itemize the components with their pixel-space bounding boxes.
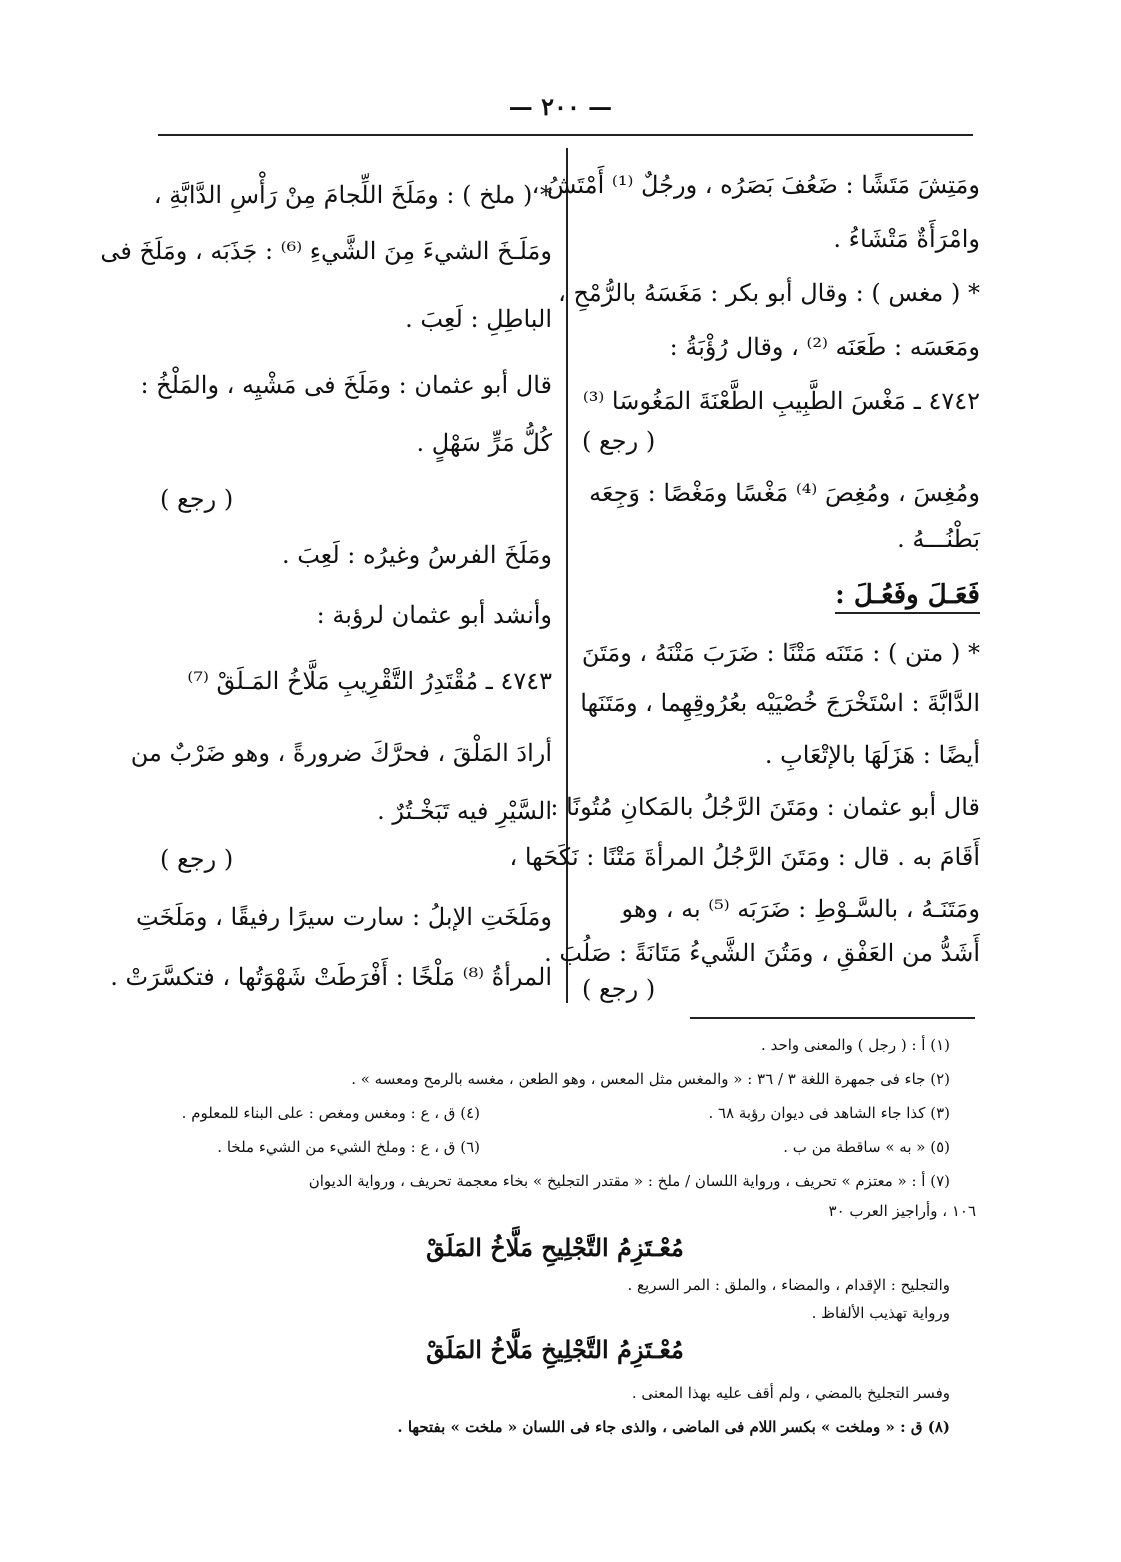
- text-line-r3: * ( مغس ) : وقال أبو بكر : مَغَسَهُ بالرُّمْحِ ،: [558, 279, 980, 307]
- text-line-r13: قال أبو عثمان : ومَتَنَ الرَّجُلُ بالمَكانِ مُتُونًا :: [550, 793, 980, 821]
- footnote-1: (١) أ : ( رجل ) والمعنى واحد .: [761, 1036, 950, 1054]
- text-line-l3: الباطِلِ : لَعِبَ .: [405, 305, 552, 333]
- text-line-l1: * ( ملخ ) : ومَلَخَ اللِّجامَ مِنْ رَأْسِ الدَّابَّةِ ،: [153, 181, 552, 209]
- text-line-r9: [582, 580, 980, 610]
- text-line-r5: ٤٧٤٢ ـ مَغْسَ الطَّبِيبِ الطَّعْنَةَ المَغُوسَا ⁽³⁾: [582, 387, 980, 415]
- text-line-r8: بَطْنُـــهُ .: [897, 525, 980, 553]
- text-line-r16: أَشَدُّ من العَفْقِ ، ومَتُنَ الشَّيءُ مَتَانَةً : صَلُبَ .: [544, 939, 980, 967]
- text-line-l9: ٤٧٤٣ ـ مُقْتَدِرُ التَّقْرِيبِ مَلَّاخُ المَـلَقْ ⁽⁷⁾: [187, 667, 552, 695]
- header-rule: [158, 134, 973, 136]
- footnote-3: (٣) كذا جاء الشاهد فى ديوان رؤبة ٦٨ .: [708, 1104, 950, 1122]
- text-line-l13: ومَلَخَتِ الإبلُ : سارت سيرًا رفيقًا ، ومَلَخَتِ: [136, 903, 552, 931]
- text-line-l6: ( رجع ): [160, 485, 234, 513]
- text-line-r4: ومَعَسَه : طَعَنَه ⁽²⁾ ، وقال رُؤْبَةُ :: [669, 333, 980, 361]
- footnote-verse-1: مُعْـتَزِمُ التَّجْلِيحِ مَلَّاخُ المَلَقْ: [426, 1233, 684, 1262]
- text-line-r6: ( رجع ): [582, 427, 656, 455]
- footnote-8: (٨) ق : « وملخت » بكسر اللام فى الماضى ، والذى جاء فى اللسان « ملخت » بفتحها .: [397, 1418, 950, 1436]
- text-line-l10: أرادَ المَلْقَ ، فحرَّكَ ضرورةً ، وهو ضَرْبٌ من: [130, 739, 552, 767]
- text-line-l12: ( رجع ): [160, 845, 234, 873]
- footnote-verse-2: مُعْـتَزِمُ التَّجْلِيخِ مَلَّاخُ المَلَقْ: [426, 1335, 684, 1364]
- text-line-l4: قال أبو عثمان : ومَلَخَ فى مَشْيِه ، والمَلْخُ :: [140, 371, 552, 399]
- section-heading: فَعَـلَ وفَعُـلَ :: [835, 580, 980, 614]
- footnote-7-gloss: والتجليح : الإقدام ، والمضاء ، والملق : المر السريع .: [627, 1276, 950, 1294]
- text-line-l2: ومَلَـخَ الشيءَ مِنَ الشَّيءِ ⁽⁶⁾ : جَذَبَه ، ومَلَخَ فى: [100, 237, 552, 265]
- footnote-5: (٥) « به » ساقطة من ب .: [783, 1138, 950, 1156]
- footnotes-rule: [690, 1017, 975, 1019]
- footnote-7-explanation: وفسر التجليخ بالمضي ، ولم أقف عليه بهذا المعنى .: [631, 1384, 950, 1402]
- page-number: — ٢٠٠ —: [508, 92, 613, 121]
- text-line-l14: المرأةُ ⁽⁸⁾ مَلْخًا : أَفْرَطَتْ شَهْوَتُها ، فتكسَّرَتْ .: [110, 963, 552, 991]
- text-line-r2: وامْرَأَةٌ مَتْشَاءُ .: [833, 225, 980, 253]
- text-line-r1: ومَتِشَ مَتَشًا : ضَعُفَ بَصَرُه ، ورجُلٌ ⁽¹⁾ أَمْتَشُ ،: [531, 171, 980, 199]
- footnote-6: (٦) ق ، ع : وملخ الشيء من الشيء ملخا .: [217, 1138, 480, 1156]
- text-line-l5: كُلُّ مَرٍّ سَهْلٍ .: [416, 429, 552, 457]
- text-line-r15: ومَتَنَـهُ ، بالسَّـوْطِ : ضَرَبَه ⁽⁵⁾ به ، وهو: [621, 895, 980, 923]
- footnote-4: (٤) ق ، ع : ومغس ومغص : على البناء للمعلوم .: [181, 1104, 480, 1122]
- footnote-7-cont: ١٠٦ ، وأراجيز العرب ٣٠: [828, 1202, 976, 1220]
- text-line-l7: ومَلَخَ الفرسُ وغيرُه : لَعِبَ .: [281, 541, 552, 569]
- text-line-r7: ومُغِسَ ، ومُغِصَ ⁽⁴⁾ مَغْسًا ومَغْصًا : وَجِعَه: [589, 479, 980, 507]
- footnote-7: (٧) أ : « معتزم » تحريف ، ورواية اللسان / ملخ : « مقتدر التجليخ » بخاء معجمة تحريف ، ورواية الديوان: [308, 1172, 950, 1190]
- text-line-l11: السَّيْرِ فيه تَبَخْـتُرٌ .: [377, 797, 552, 825]
- text-line-r10: * ( متن ) : مَتَنَه مَتْنًا : ضَرَبَ مَتْنَهُ ، ومَتَنَ: [581, 639, 980, 667]
- text-line-r17: ( رجع ): [582, 975, 656, 1003]
- footnote-7-variant: ورواية تهذيب الألفاظ .: [811, 1304, 950, 1322]
- text-line-r11: الدَّابَّةَ : اسْتَخْرَجَ خُصْيَيْه بعُرُوقِهِما ، ومَتَنَها: [580, 689, 980, 717]
- text-line-r14: أَقَامَ به . قال : ومَتَنَ الرَّجُلُ المرأةَ مَتْنًا : نَكَحَها ،: [509, 843, 980, 871]
- footnote-2: (٢) جاء فى جمهرة اللغة ٣ / ٣٦ : « والمغس مثل المعس ، وهو الطعن ، مغسه بالرمح ومعسه » .: [351, 1070, 950, 1088]
- text-line-l8: وأنشد أبو عثمان لرؤبة :: [316, 601, 552, 629]
- text-line-r12: أيضًا : هَزَلَهَا بالإتْعَابِ .: [764, 741, 980, 769]
- column-divider: [566, 148, 568, 1003]
